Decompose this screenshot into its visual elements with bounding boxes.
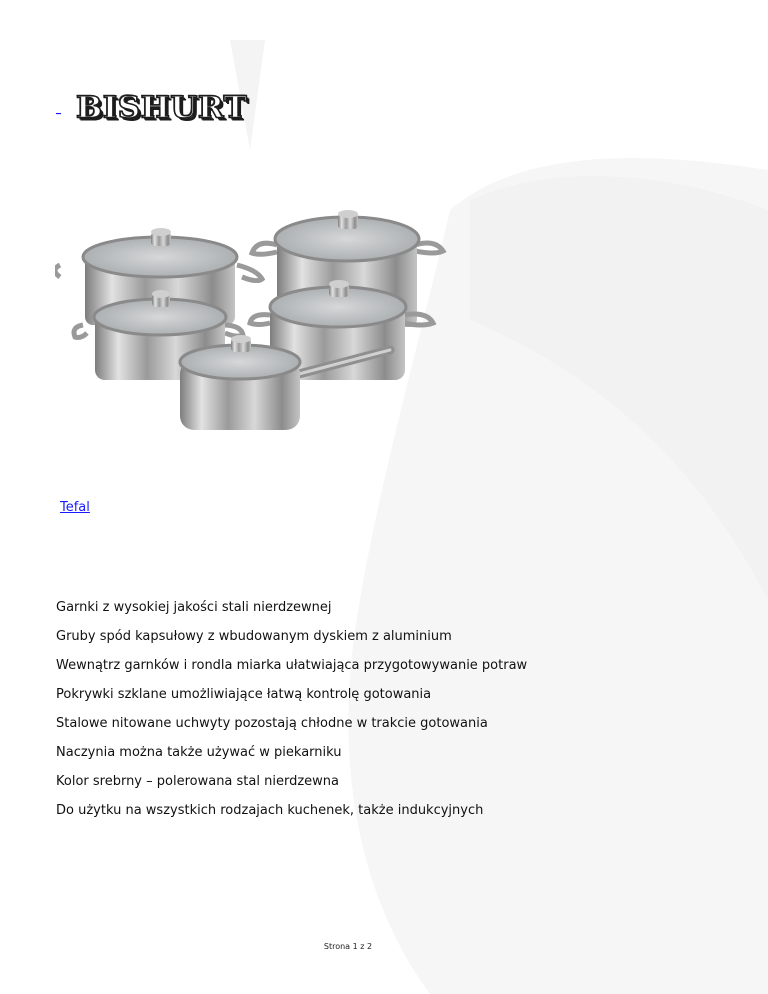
feature-item: Stalowe nitowane uchwyty pozostają chłodne w trakcie gotowania <box>56 716 488 731</box>
feature-item: Garnki z wysokiej jakości stali nierdzewnej <box>56 600 332 615</box>
feature-item: Kolor srebrny – polerowana stal nierdzewna <box>56 774 339 789</box>
feature-list <box>56 600 527 832</box>
feature-item: Do użytku na wszystkich rodzajach kuchenek, także indukcyjnych <box>56 803 484 818</box>
brand-logo: BISHURT <box>76 90 248 126</box>
feature-item: Wewnątrz garnków i rondla miarka ułatwiająca przygotowywanie potraw <box>56 658 528 673</box>
header-link[interactable]: _ <box>56 104 61 115</box>
feature-item: Gruby spód kapsułowy z wbudowanym dyskiem z aluminium <box>56 629 452 644</box>
feature-item: Pokrywki szklane umożliwiające łatwą kontrolę gotowania <box>56 687 432 702</box>
feature-item: Naczynia można także używać w piekarniku <box>56 745 342 760</box>
page-number: Strona 1 z 2 <box>323 942 373 951</box>
brand-link-tefal[interactable]: Tefal <box>60 500 90 515</box>
cookware-set-image <box>55 205 455 445</box>
